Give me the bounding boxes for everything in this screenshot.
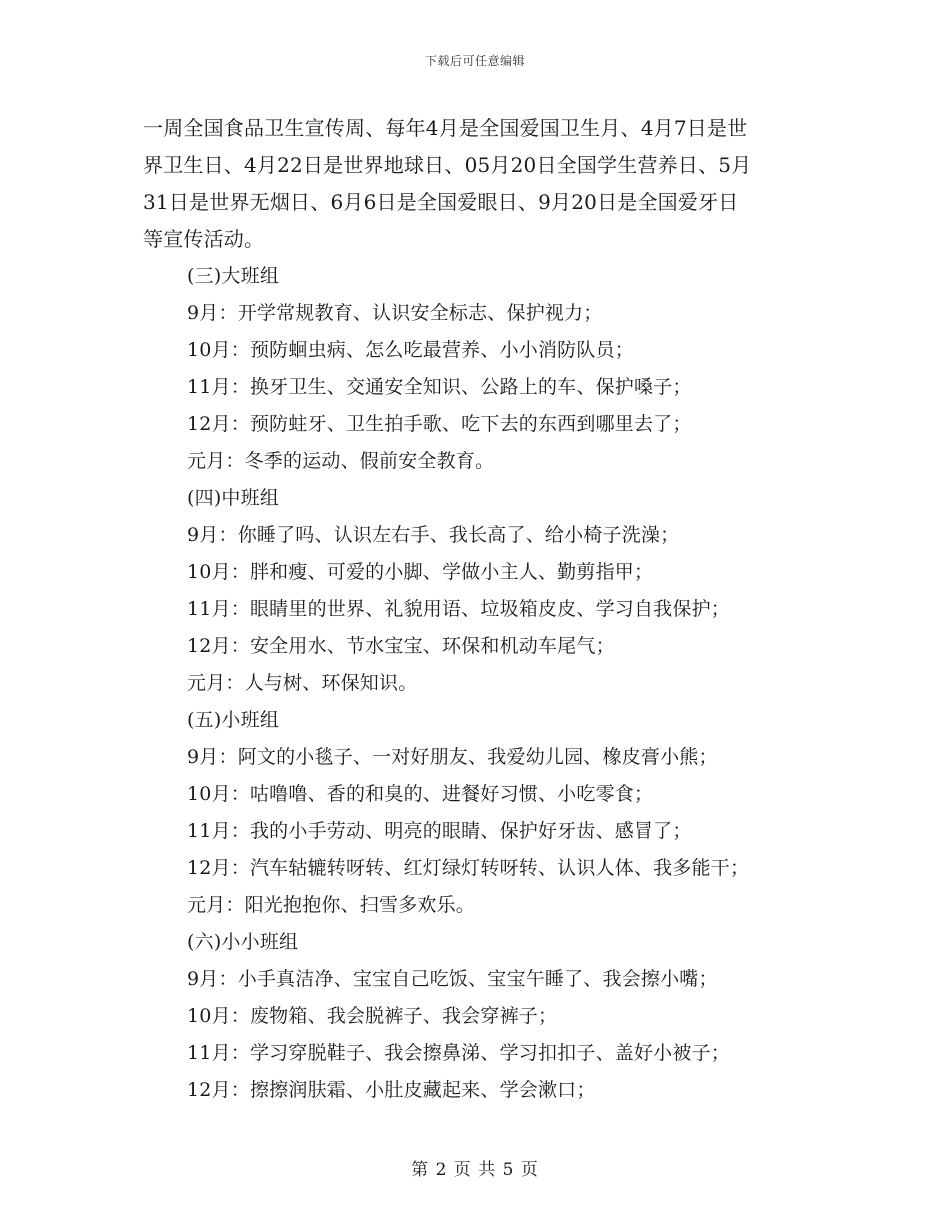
page-header: 下载后可任意编辑 xyxy=(424,54,525,68)
list-item: 12月：擦擦润肤霜、小肚皮藏起来、学会漱口； xyxy=(187,1079,596,1101)
list-item: 元月：冬季的运动、假前安全教育。 xyxy=(187,450,495,472)
list-item: 10月：咕噜噜、香的和臭的、进餐好习惯、小吃零食； xyxy=(187,783,654,805)
list-item: 12月：预防蛀牙、卫生拍手歌、吃下去的东西到哪里去了； xyxy=(187,413,692,435)
list-item: 元月：阳光抱抱你、扫雪多欢乐。 xyxy=(187,894,476,916)
section-heading-junior-class: (五)小班组 xyxy=(187,709,280,731)
document-body xyxy=(143,110,823,1109)
section-heading-senior-class: (三)大班组 xyxy=(187,265,280,287)
list-item: 9月：阿文的小毯子、一对好朋友、我爱幼儿园、橡皮膏小熊； xyxy=(187,746,718,768)
intro-paragraph-line: 界卫生日、4月22日是世界地球日、05月20日全国学生营养日、5月 xyxy=(143,153,752,177)
intro-paragraph-line: 31日是世界无烟日、6月6日是全国爱眼日、9月20日是全国爱牙日 xyxy=(143,190,739,214)
list-item: 12月：安全用水、节水宝宝、环保和机动车尾气； xyxy=(187,635,615,657)
section-heading-middle-class: (四)中班组 xyxy=(187,487,280,509)
list-item: 9月：你睡了吗、认识左右手、我长高了、给小椅子洗澡； xyxy=(187,524,680,546)
list-item: 12月：汽车轱辘转呀转、红灯绿灯转呀转、认识人体、我多能干； xyxy=(187,857,750,879)
list-item: 9月：开学常规教育、认识安全标志、保护视力； xyxy=(187,302,603,324)
page-footer: 第 2 页 共 5 页 xyxy=(411,1160,539,1180)
section-heading-nursery-class: (六)小小班组 xyxy=(187,931,299,953)
list-item: 元月：人与树、环保知识。 xyxy=(187,672,418,694)
list-item: 9月：小手真洁净、宝宝自己吃饭、宝宝午睡了、我会擦小嘴； xyxy=(187,968,718,990)
list-item: 10月：废物箱、我会脱裤子、我会穿裤子； xyxy=(187,1005,558,1027)
list-item: 11月：学习穿脱鞋子、我会擦鼻涕、学习扣扣子、盖好小被子； xyxy=(187,1042,730,1064)
list-item: 10月：预防蛔虫病、怎么吃最营养、小小消防队员； xyxy=(187,339,634,361)
intro-paragraph-line: 一周全国食品卫生宣传周、每年4月是全国爱国卫生月、4月7日是世 xyxy=(143,116,748,140)
list-item: 11月：我的小手劳动、明亮的眼睛、保护好牙齿、感冒了； xyxy=(187,820,692,842)
list-item: 10月：胖和瘦、可爱的小脚、学做小主人、勤剪指甲； xyxy=(187,561,654,583)
list-item: 11月：换牙卫生、交通安全知识、公路上的车、保护嗓子； xyxy=(187,376,692,398)
list-item: 11月：眼睛里的世界、礼貌用语、垃圾箱皮皮、学习自我保护； xyxy=(187,598,730,620)
intro-paragraph-line: 等宣传活动。 xyxy=(143,227,265,251)
